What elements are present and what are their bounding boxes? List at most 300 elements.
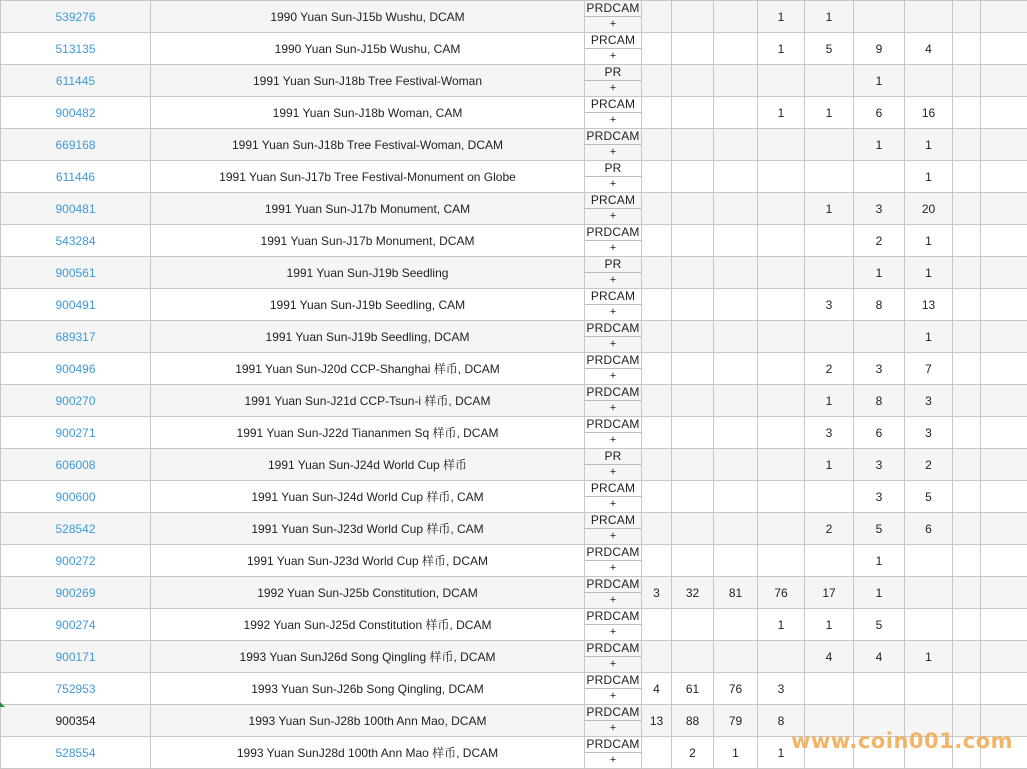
grade-count-cell	[672, 449, 714, 481]
table-row	[1, 193, 1027, 225]
grade-plus: +	[585, 49, 641, 64]
grade-designation	[585, 1, 642, 33]
grade-count-cell	[672, 257, 714, 289]
grade-count-cell	[953, 513, 981, 545]
cert-id-link[interactable]: 900491	[55, 298, 95, 312]
cert-id-link[interactable]: 900272	[55, 554, 95, 568]
grade-plus: +	[585, 369, 641, 384]
coin-description: 1990 Yuan Sun-J15b Wushu, CAM	[151, 33, 585, 65]
cert-id-link[interactable]: 900482	[55, 106, 95, 120]
grade-count-cell: 5	[905, 481, 953, 513]
table-row	[1, 513, 1027, 545]
grade-count-cell	[672, 33, 714, 65]
grade-count-cell	[714, 609, 758, 641]
coin-description: 1991 Yuan Sun-J20d CCP-Shanghai 样币, DCAM	[151, 353, 585, 385]
grade-count-cell: 2	[672, 737, 714, 769]
cert-id-cell	[1, 65, 151, 97]
grade-count-cell: 1	[854, 129, 905, 161]
coin-description: 1991 Yuan Sun-J23d World Cup 样币, CAM	[151, 513, 585, 545]
grade-count-cell	[981, 193, 1027, 225]
grade-plus: +	[585, 625, 641, 640]
grade-count-cell	[805, 65, 854, 97]
grade-count-cell	[953, 481, 981, 513]
grade-count-cell	[672, 97, 714, 129]
grade-label: PRDCAM	[585, 609, 641, 625]
grade-count-cell	[714, 481, 758, 513]
grade-label: PRCAM	[585, 97, 641, 113]
coin-description: 1993 Yuan Sun-J26b Song Qingling, DCAM	[151, 673, 585, 705]
grade-count-cell	[981, 65, 1027, 97]
table-row	[1, 321, 1027, 353]
grade-count-cell: 1	[805, 1, 854, 33]
grade-count-cell	[672, 321, 714, 353]
grade-label: PRCAM	[585, 481, 641, 497]
grade-count-cell	[981, 353, 1027, 385]
grade-count-cell: 1	[905, 641, 953, 673]
grade-count-cell	[805, 481, 854, 513]
grade-count-cell: 16	[905, 97, 953, 129]
grade-designation	[585, 673, 642, 705]
grade-count-cell: 88	[672, 705, 714, 737]
grade-count-cell	[805, 225, 854, 257]
grade-count-cell: 7	[905, 353, 953, 385]
grade-count-cell: 5	[854, 609, 905, 641]
grade-designation	[585, 65, 642, 97]
grade-count-cell	[953, 193, 981, 225]
cert-id-cell	[1, 97, 151, 129]
grade-count-cell	[854, 161, 905, 193]
grade-plus: +	[585, 337, 641, 352]
table-row	[1, 129, 1027, 161]
grade-count-cell: 61	[672, 673, 714, 705]
table-row	[1, 545, 1027, 577]
grade-count-cell: 3	[854, 193, 905, 225]
grade-count-cell: 2	[805, 513, 854, 545]
grade-count-cell	[981, 577, 1027, 609]
grade-count-cell	[642, 513, 672, 545]
grade-count-cell	[672, 513, 714, 545]
grade-count-cell	[905, 609, 953, 641]
grade-count-cell	[758, 193, 805, 225]
cert-id-link[interactable]: 900496	[55, 362, 95, 376]
grade-count-cell	[953, 129, 981, 161]
grade-count-cell	[758, 385, 805, 417]
grade-count-cell: 8	[854, 289, 905, 321]
cert-id-cell	[1, 513, 151, 545]
grade-count-cell	[953, 641, 981, 673]
grade-count-cell	[805, 545, 854, 577]
grade-plus: +	[585, 657, 641, 672]
cert-id-link[interactable]: 528542	[55, 522, 95, 536]
grade-count-cell	[981, 257, 1027, 289]
grade-count-cell: 1	[854, 65, 905, 97]
cert-id-link[interactable]: 611445	[56, 74, 95, 88]
grade-count-cell: 20	[905, 193, 953, 225]
grade-count-cell	[805, 673, 854, 705]
grade-count-cell	[953, 609, 981, 641]
grade-designation	[585, 737, 642, 769]
grade-count-cell	[642, 225, 672, 257]
grade-label: PRDCAM	[585, 1, 641, 17]
grade-count-cell	[953, 65, 981, 97]
grade-count-cell: 6	[905, 513, 953, 545]
cert-id-link[interactable]: 900274	[55, 618, 95, 632]
table-row	[1, 417, 1027, 449]
grade-designation	[585, 193, 642, 225]
grade-plus: +	[585, 177, 641, 192]
grade-count-cell	[642, 545, 672, 577]
cert-id-cell	[1, 129, 151, 161]
grade-designation	[585, 705, 642, 737]
grade-count-cell	[672, 609, 714, 641]
grade-count-cell: 8	[758, 705, 805, 737]
grade-count-cell	[642, 65, 672, 97]
grade-count-cell	[953, 33, 981, 65]
grade-count-cell	[642, 481, 672, 513]
grade-count-cell	[642, 353, 672, 385]
grade-count-cell: 1	[905, 129, 953, 161]
grade-count-cell	[953, 673, 981, 705]
grade-count-cell	[758, 545, 805, 577]
grade-label: PRDCAM	[585, 545, 641, 561]
grade-count-cell: 1	[805, 385, 854, 417]
grade-count-cell: 3	[758, 673, 805, 705]
grade-count-cell	[714, 65, 758, 97]
grade-count-cell	[981, 225, 1027, 257]
grade-count-cell	[953, 353, 981, 385]
grade-count-cell	[758, 161, 805, 193]
table-row	[1, 65, 1027, 97]
grade-count-cell	[642, 33, 672, 65]
cert-id-cell	[1, 1, 151, 33]
grade-count-cell	[953, 161, 981, 193]
grade-count-cell: 3	[805, 417, 854, 449]
cert-id-cell	[1, 161, 151, 193]
table-row	[1, 97, 1027, 129]
grade-label: PRDCAM	[585, 673, 641, 689]
grade-count-cell	[953, 577, 981, 609]
cert-id-link[interactable]: 513135	[55, 42, 95, 56]
grade-count-cell: 1	[805, 193, 854, 225]
grade-count-cell: 2	[805, 353, 854, 385]
grade-designation	[585, 225, 642, 257]
cert-id-cell	[1, 417, 151, 449]
grade-count-cell	[642, 193, 672, 225]
grade-designation	[585, 577, 642, 609]
grade-designation	[585, 417, 642, 449]
grade-count-cell	[672, 225, 714, 257]
grade-count-cell	[854, 673, 905, 705]
grade-count-cell	[714, 321, 758, 353]
grade-count-cell	[981, 97, 1027, 129]
cert-id-link[interactable]: 900269	[55, 586, 95, 600]
grade-count-cell	[672, 353, 714, 385]
grade-count-cell: 3	[854, 481, 905, 513]
grade-count-cell: 1	[854, 257, 905, 289]
cert-id-link[interactable]: 900171	[55, 650, 95, 664]
grade-plus: +	[585, 81, 641, 96]
grade-count-cell	[981, 161, 1027, 193]
grade-count-cell	[672, 1, 714, 33]
grade-count-cell: 8	[854, 385, 905, 417]
grade-count-cell: 1	[854, 577, 905, 609]
grade-count-cell	[981, 385, 1027, 417]
coin-description: 1991 Yuan Sun-J19b Seedling, CAM	[151, 289, 585, 321]
grade-count-cell: 4	[905, 33, 953, 65]
grade-count-cell	[981, 1, 1027, 33]
grade-count-cell: 79	[714, 705, 758, 737]
cert-id-link[interactable]: 900600	[55, 490, 95, 504]
coin-description: 1991 Yuan Sun-J18b Woman, CAM	[151, 97, 585, 129]
cert-id-cell	[1, 225, 151, 257]
grade-plus: +	[585, 209, 641, 224]
cert-id-link[interactable]: 900270	[55, 394, 95, 408]
cert-id-link[interactable]: 611446	[56, 170, 95, 184]
grade-plus: +	[585, 433, 641, 448]
coin-description: 1991 Yuan Sun-J17b Monument, DCAM	[151, 225, 585, 257]
grade-count-cell	[805, 129, 854, 161]
grade-count-cell: 2	[905, 449, 953, 481]
grade-count-cell: 1	[854, 545, 905, 577]
cert-id-link[interactable]: 606008	[55, 458, 95, 472]
grade-count-cell	[642, 417, 672, 449]
coin-description: 1993 Yuan Sun-J28b 100th Ann Mao, DCAM	[151, 705, 585, 737]
grade-count-cell: 76	[714, 673, 758, 705]
grade-count-cell	[714, 129, 758, 161]
grade-count-cell	[905, 673, 953, 705]
grade-count-cell: 1	[758, 97, 805, 129]
grade-count-cell	[672, 193, 714, 225]
grade-count-cell: 4	[854, 641, 905, 673]
grade-count-cell	[805, 161, 854, 193]
table-row	[1, 353, 1027, 385]
table-body	[1, 1, 1027, 769]
grade-count-cell	[758, 129, 805, 161]
grade-label: PRDCAM	[585, 225, 641, 241]
table-row	[1, 33, 1027, 65]
grade-count-cell	[672, 545, 714, 577]
grade-count-cell	[953, 449, 981, 481]
grade-count-cell	[672, 417, 714, 449]
grade-label: PRDCAM	[585, 705, 641, 721]
grade-count-cell	[905, 65, 953, 97]
coin-description: 1991 Yuan Sun-J23d World Cup 样币, DCAM	[151, 545, 585, 577]
grade-plus: +	[585, 241, 641, 256]
grade-count-cell	[981, 641, 1027, 673]
grade-plus: +	[585, 753, 641, 768]
grade-designation	[585, 97, 642, 129]
table-row	[1, 289, 1027, 321]
cert-id-cell	[1, 609, 151, 641]
grade-count-cell	[672, 385, 714, 417]
grade-label: PRDCAM	[585, 641, 641, 657]
grade-count-cell	[672, 289, 714, 321]
grade-count-cell	[642, 1, 672, 33]
grade-count-cell	[642, 257, 672, 289]
grade-designation	[585, 641, 642, 673]
table-row	[1, 225, 1027, 257]
grade-count-cell: 76	[758, 577, 805, 609]
grade-count-cell: 5	[805, 33, 854, 65]
grade-count-cell	[714, 193, 758, 225]
grade-count-cell	[981, 33, 1027, 65]
coin-description: 1991 Yuan Sun-J17b Tree Festival-Monument on Globe	[151, 161, 585, 193]
grade-count-cell	[981, 129, 1027, 161]
grade-designation	[585, 481, 642, 513]
table-row	[1, 641, 1027, 673]
grade-count-cell	[758, 353, 805, 385]
grade-label: PRDCAM	[585, 737, 641, 753]
cert-id-link[interactable]: 539276	[55, 10, 95, 24]
grade-count-cell	[758, 641, 805, 673]
grade-count-cell: 13	[642, 705, 672, 737]
grade-count-cell	[905, 545, 953, 577]
grade-label: PR	[585, 449, 641, 465]
grade-count-cell: 3	[905, 385, 953, 417]
cert-id-link[interactable]: 528554	[55, 746, 95, 760]
cert-id-cell	[1, 33, 151, 65]
coin-description: 1991 Yuan Sun-J22d Tiananmen Sq 样币, DCAM	[151, 417, 585, 449]
grade-count-cell	[758, 257, 805, 289]
grade-count-cell: 1	[805, 97, 854, 129]
grade-count-cell: 3	[854, 449, 905, 481]
grade-designation	[585, 385, 642, 417]
cert-id-link[interactable]: 900561	[55, 266, 95, 280]
grade-label: PRDCAM	[585, 129, 641, 145]
grade-count-cell	[758, 65, 805, 97]
grade-count-cell	[714, 161, 758, 193]
grade-count-cell	[953, 97, 981, 129]
cert-id-cell	[1, 353, 151, 385]
grade-count-cell	[805, 321, 854, 353]
grade-count-cell: 1	[905, 225, 953, 257]
grade-count-cell: 6	[854, 97, 905, 129]
table-row	[1, 161, 1027, 193]
grade-count-cell	[953, 289, 981, 321]
grade-label: PR	[585, 257, 641, 273]
grade-designation	[585, 545, 642, 577]
grade-plus: +	[585, 529, 641, 544]
coin-description: 1992 Yuan Sun-J25d Constitution 样币, DCAM	[151, 609, 585, 641]
grade-count-cell	[981, 609, 1027, 641]
grade-count-cell: 1	[805, 609, 854, 641]
grade-count-cell	[981, 321, 1027, 353]
grade-label: PRDCAM	[585, 417, 641, 433]
cert-id-cell	[1, 257, 151, 289]
cert-id-link[interactable]: 669168	[55, 138, 95, 152]
grade-count-cell	[905, 1, 953, 33]
cert-id-link[interactable]: 752953	[55, 682, 95, 696]
grade-count-cell: 3	[905, 417, 953, 449]
cert-id-cell	[1, 481, 151, 513]
grade-count-cell	[642, 129, 672, 161]
cert-id-link[interactable]: 900271	[55, 426, 95, 440]
grade-count-cell	[714, 97, 758, 129]
cert-id-link[interactable]: 689317	[55, 330, 95, 344]
grade-count-cell	[953, 225, 981, 257]
coin-description: 1993 Yuan SunJ26d Song Qingling 样币, DCAM	[151, 641, 585, 673]
cert-id-cell	[1, 705, 151, 737]
grade-count-cell: 3	[805, 289, 854, 321]
grade-count-cell	[758, 225, 805, 257]
grade-label: PRCAM	[585, 513, 641, 529]
grade-plus: +	[585, 689, 641, 704]
grade-plus: +	[585, 17, 641, 32]
grade-plus: +	[585, 401, 641, 416]
grade-count-cell	[854, 1, 905, 33]
grade-count-cell	[981, 513, 1027, 545]
grade-count-cell	[758, 321, 805, 353]
grade-count-cell: 3	[642, 577, 672, 609]
coin-description: 1992 Yuan Sun-J25b Constitution, DCAM	[151, 577, 585, 609]
grade-label: PRDCAM	[585, 321, 641, 337]
grade-count-cell: 17	[805, 577, 854, 609]
grade-count-cell	[642, 289, 672, 321]
grade-count-cell: 6	[854, 417, 905, 449]
grade-plus: +	[585, 305, 641, 320]
grade-count-cell: 9	[854, 33, 905, 65]
grade-count-cell: 4	[642, 673, 672, 705]
grade-count-cell: 1	[905, 161, 953, 193]
grade-plus: +	[585, 593, 641, 608]
grade-count-cell	[714, 33, 758, 65]
grade-designation	[585, 33, 642, 65]
grade-count-cell: 1	[905, 321, 953, 353]
grade-count-cell	[714, 289, 758, 321]
table-row	[1, 481, 1027, 513]
coin-description: 1993 Yuan SunJ28d 100th Ann Mao 样币, DCAM	[151, 737, 585, 769]
grade-designation	[585, 161, 642, 193]
grade-count-cell	[758, 513, 805, 545]
grade-plus: +	[585, 721, 641, 736]
coin-description: 1991 Yuan Sun-J19b Seedling, DCAM	[151, 321, 585, 353]
grade-label: PRDCAM	[585, 353, 641, 369]
cert-id-link[interactable]: 900481	[55, 202, 95, 216]
grade-count-cell	[953, 385, 981, 417]
grade-count-cell	[672, 129, 714, 161]
cert-id-cell	[1, 545, 151, 577]
grade-count-cell: 2	[854, 225, 905, 257]
grade-count-cell	[642, 321, 672, 353]
coin-description: 1991 Yuan Sun-J19b Seedling	[151, 257, 585, 289]
grade-count-cell	[758, 289, 805, 321]
grade-designation	[585, 321, 642, 353]
coin-description: 1991 Yuan Sun-J24d World Cup 样币, CAM	[151, 481, 585, 513]
table-row	[1, 257, 1027, 289]
grade-count-cell	[714, 417, 758, 449]
grade-count-cell	[642, 97, 672, 129]
grade-count-cell: 1	[805, 449, 854, 481]
coin-description: 1991 Yuan Sun-J21d CCP-Tsun-i 样币, DCAM	[151, 385, 585, 417]
grade-label: PR	[585, 65, 641, 81]
grade-count-cell	[981, 673, 1027, 705]
grade-label: PRDCAM	[585, 577, 641, 593]
grade-count-cell	[981, 289, 1027, 321]
grade-designation	[585, 609, 642, 641]
grade-count-cell	[714, 449, 758, 481]
cert-id-link[interactable]: 543284	[55, 234, 95, 248]
site-watermark: www.coin001.com	[791, 729, 1013, 753]
grade-designation	[585, 289, 642, 321]
grade-plus: +	[585, 145, 641, 160]
grade-count-cell	[981, 481, 1027, 513]
grade-count-cell	[905, 577, 953, 609]
grade-count-cell	[953, 321, 981, 353]
grade-label: PRCAM	[585, 289, 641, 305]
grade-designation	[585, 449, 642, 481]
grade-count-cell	[953, 257, 981, 289]
grade-count-cell	[981, 449, 1027, 481]
